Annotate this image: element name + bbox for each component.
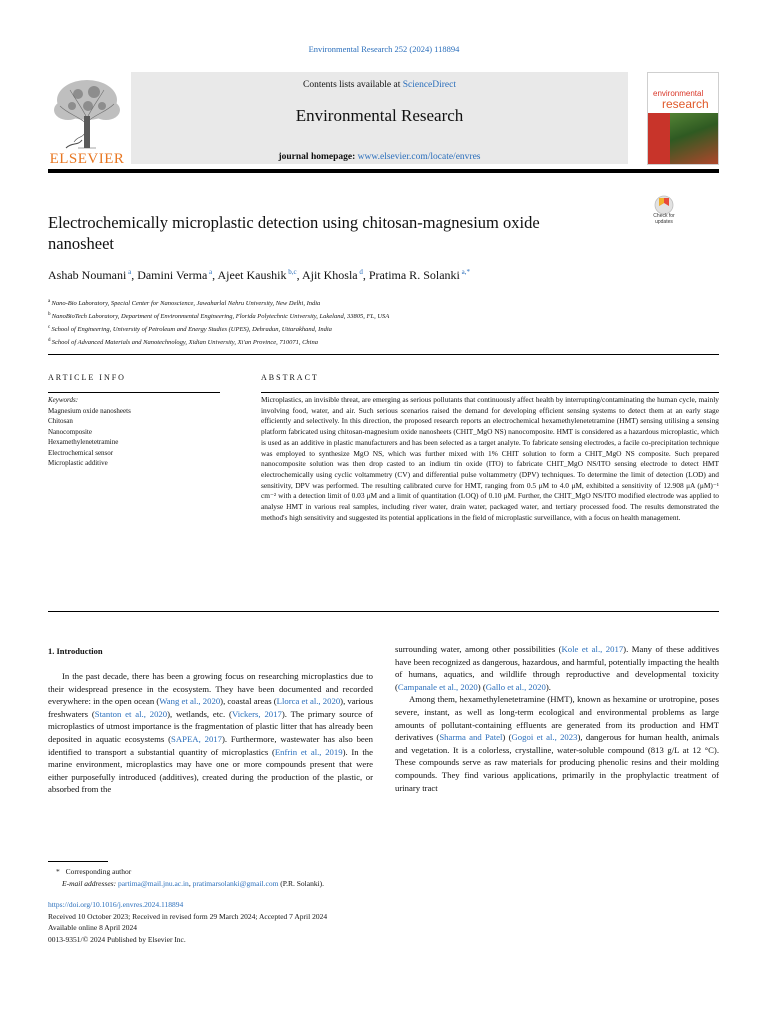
intro-paragraph-1 <box>48 670 373 796</box>
keywords-list <box>48 406 220 469</box>
body-text: ), wetlands, etc. ( <box>167 708 232 719</box>
reference-link[interactable]: Gallo et al., 2020 <box>485 681 546 692</box>
body-text: ). <box>545 681 551 692</box>
contents-line <box>131 80 628 90</box>
doi-link[interactable]: https://doi.org/10.1016/j.envres.2024.118894 <box>48 900 184 909</box>
cover-title-line2: research <box>662 97 709 111</box>
cover-spine-stripe <box>648 113 670 165</box>
body-text: ), coastal areas ( <box>220 696 277 707</box>
body-text: ) ( <box>477 681 486 692</box>
affiliation-text: Nano-Bio Laboratory, Special Center for Nanoscience, Jawaharlal Nehru University, New Delhi, India <box>51 300 321 308</box>
body-text: ), dangerous for human health, animals and vegetation. It is a colorless, crystalline, water-soluble compound (813 g/L at 12 °C). These compounds serve as raw materials for producing phenolic resins and their molding compounds. They find various applications, primarily in the prophylactic treatment of urinary tract <box>395 732 720 793</box>
header-rule <box>48 169 719 173</box>
affiliation-marker: b <box>48 312 52 318</box>
cover-title-line1: environmental <box>653 89 704 98</box>
keyword-item: Microplastic additive <box>48 459 108 467</box>
reference-link[interactable]: Stanton et al., 2020 <box>94 708 168 719</box>
author-name[interactable]: Pratima R. Solanki <box>368 268 460 282</box>
paper-title: Electrochemically microplastic detection using chitosan-magnesium oxide nanosheet <box>48 213 540 253</box>
keyword-item: Hexamethylenetetramine <box>48 438 119 446</box>
divider <box>48 611 719 612</box>
divider <box>261 392 719 393</box>
reference-link[interactable]: Campanale et al., 2020 <box>397 681 478 692</box>
body-text: ). The primary source of microplastics of utmost importance is the fragmentation of plastic litter that has already been deposited in aquatic ecosystems ( <box>48 708 374 744</box>
reference-link[interactable]: Kole et al., 2017 <box>561 644 624 654</box>
homepage-link[interactable]: www.elsevier.com/locate/envres <box>357 152 481 162</box>
copyright-line: 0013-9351/© 2024 Published by Elsevier Inc. <box>48 934 186 944</box>
email-suffix: (P.R. Solanki). <box>278 879 325 888</box>
reference-link[interactable]: Enfrin et al., 2019 <box>274 746 343 757</box>
affiliation-text: School of Advanced Materials and Nanotechnology, Xidian University, Xi'an Province, 710071, China <box>51 339 318 347</box>
journal-homepage <box>131 152 628 162</box>
body-text: ), various freshwaters ( <box>48 696 374 719</box>
article-info-heading: ARTICLE INFO <box>48 373 126 382</box>
reference-link[interactable]: Sharma and Patel <box>439 732 503 743</box>
keywords-label: Keywords: <box>48 396 79 404</box>
author-list <box>48 268 718 283</box>
abstract-heading: ABSTRACT <box>261 373 319 382</box>
email-separator: , <box>188 879 193 888</box>
body-text: surrounding water, among other possibilities ( <box>395 644 562 654</box>
author-affiliation-marker[interactable]: a <box>207 268 213 276</box>
author-separator: , <box>362 268 369 282</box>
affiliation-item <box>48 309 718 322</box>
keyword-item: Chitosan <box>48 417 73 425</box>
publication-info <box>48 899 718 945</box>
divider <box>48 354 719 355</box>
keyword-item: Electrochemical sensor <box>48 448 114 457</box>
available-online: Available online 8 April 2024 <box>48 923 138 932</box>
affiliation-marker: c <box>48 325 52 331</box>
section-heading-introduction: 1. Introduction <box>48 646 103 656</box>
email-link-2[interactable]: pratimarsolanki@gmail.com <box>192 879 279 888</box>
keyword-item: Nanocomposite <box>48 427 92 436</box>
keywords-block <box>48 395 220 469</box>
check-updates-label-line2: updates <box>655 218 673 225</box>
body-text: In the past decade, there has been a growing focus on researching microplastics due to their widespread presence in the ecosystem. They have been documented and recorded everywhere: in the open ocean ( <box>48 671 373 707</box>
intro-paragraph-2 <box>395 643 719 693</box>
reference-link[interactable]: Llorca et al., 2020 <box>276 696 341 707</box>
affiliation-item <box>48 322 718 335</box>
divider <box>48 392 220 393</box>
footnote-rule <box>48 861 108 862</box>
abstract-text: Microplastics, an invisible threat, are emerging as serious pollutants that continuously affect health by interrupting/contaminating the human cycle, mainly involving food, water, and air. Such serious scenarios raised the demand for developing efficient sensing systems to detect them at an early stage efficiently and selectively. In this direction, the proposed research reports an electrochemical hexamethylenetetramine (HMT) sensing utilising a sensing platform fabricated using chitosan-magnesium oxide nanosheets (CHIT_MgO NS) nanocomposite. HMT is considered as a hazardous microplastic, which is used as an additive in plastic manufacturers and has been selected as a target analyte. To fabricate sensing electrodes, a facile co-precipitation technique was employed to synthesize MgO NS, which was further mixed with 1% CHIT solution to form a CHIT_MgO NS composite. Such prepared nanocomposite solution was then drop casted to an indium tin oxide (ITO) to fabricate CHIT_MgO NS/ITO sensing electrode to detect HMT electrochemically using cyclic voltammetry (CV) and differential pulse voltammetry (DPV) techniques. To determine the limit of detection (LOD) and sensitivity, DPV was performed. The resulting calibrated curve for HMT, ranging from 0.5 μM to 4.0 μM, exhibited a sensitivity of 12.908 μA (μM)⁻¹ cm⁻² with a detection limit of 0.03 μM and a limit of quantitation (LOQ) of 0.10 μM. Further, the CHIT_MgO NS/ITO modified electrode was applied to analyse HMT in various real samples, including river water, drain water, packaged water, and tertiary processed food. The results demonstrated the method's high sensitivity and suggested its potential applications in the field of microplastic surveillance, with a focus on health management. <box>261 395 719 522</box>
affiliation-marker: d <box>48 338 52 344</box>
affiliation-text: School of Engineering, University of Petroleum and Energy Studies (UPES), Dehradun, Uttarakhand, India <box>51 326 332 334</box>
reference-link[interactable]: SAPEA, 2017 <box>171 733 222 744</box>
footnotes <box>48 866 718 890</box>
journal-name: Environmental Research <box>295 106 464 125</box>
reference-link[interactable]: Vickers, 2017 <box>231 708 282 719</box>
email-label: E-mail addresses: <box>62 879 117 888</box>
elsevier-wordmark: ELSEVIER <box>49 151 125 167</box>
affiliation-item <box>48 296 718 309</box>
body-text: Among them, hexamethylenetetramine (HMT), known as hexamine or urotropine, poses severe, instant, as well as long-term ecological and environmental problems as large amounts of pollutant-containing effluents are generated from its production and HMT derivatives ( <box>395 694 719 743</box>
email-line <box>48 878 718 890</box>
author-separator: , <box>296 268 302 282</box>
body-text: ). Furthermore, wastewater has also been identified to transport a substantial quantity of microplastics ( <box>48 733 373 757</box>
affiliation-marker: a <box>48 299 52 304</box>
affiliation-text: NanoBioTech Laboratory, Department of Environmental Engineering, Florida Polytechnic University, Lakeland, 33805, FL, USA <box>51 313 390 321</box>
intro-right-column <box>395 643 719 794</box>
author-name[interactable]: Ajeet Kaushik <box>217 268 287 282</box>
body-text: ) ( <box>502 732 512 743</box>
author-name[interactable]: Damini Verma <box>137 268 208 282</box>
corresponding-author-note <box>48 866 718 878</box>
intro-paragraph-3 <box>395 693 719 794</box>
received-dates: Received 10 October 2023; Received in revised form 29 March 2024; Accepted 7 April 2024 <box>48 911 328 921</box>
journal-citation[interactable]: Environmental Research 252 (2024) 118894 <box>308 44 460 54</box>
journal-cover-thumbnail[interactable] <box>647 72 719 165</box>
affiliation-item <box>48 335 718 348</box>
author-separator: , <box>212 268 218 282</box>
contents-prefix: Contents lists available at <box>302 80 403 90</box>
author-name[interactable]: Ajit Khosla <box>301 268 358 282</box>
email-link-1[interactable]: partima@mail.jnu.ac.in <box>117 879 189 888</box>
asterisk: * <box>56 867 60 876</box>
sciencedirect-link[interactable]: ScienceDirect <box>402 80 456 90</box>
author-separator: , <box>131 268 138 282</box>
author-affiliation-marker[interactable]: b,c <box>286 268 297 276</box>
check-updates-label-line1: Check for <box>653 213 675 219</box>
author-name[interactable]: Ashab Noumani <box>48 268 127 282</box>
body-text: ). Many of these additives have been recognized as dangerous, hazardous, and harmful, potentially impacting the health of humans, aquatics, and wildlife through reproductive and developmental toxicity ( <box>395 644 719 692</box>
corresponding-author-label: Corresponding author <box>65 867 132 876</box>
reference-link[interactable]: Gogoi et al., 2023 <box>511 732 578 743</box>
reference-link[interactable]: Wang et al., 2020 <box>159 696 221 707</box>
author-affiliation-marker[interactable]: d <box>357 268 363 276</box>
author-affiliation-marker[interactable]: a <box>126 268 132 276</box>
keyword-item: Magnesium oxide nanosheets <box>48 406 131 415</box>
check-updates-label <box>645 214 683 225</box>
affiliations <box>48 296 718 349</box>
homepage-label: journal homepage: <box>278 152 358 162</box>
author-affiliation-marker[interactable]: a,* <box>459 268 470 276</box>
body-text: ). In the marine environment, microplastics may have one or more compounds present that were either purposefully introduced (additives), created during the production of the plastic, or absorbed from the <box>48 746 373 795</box>
